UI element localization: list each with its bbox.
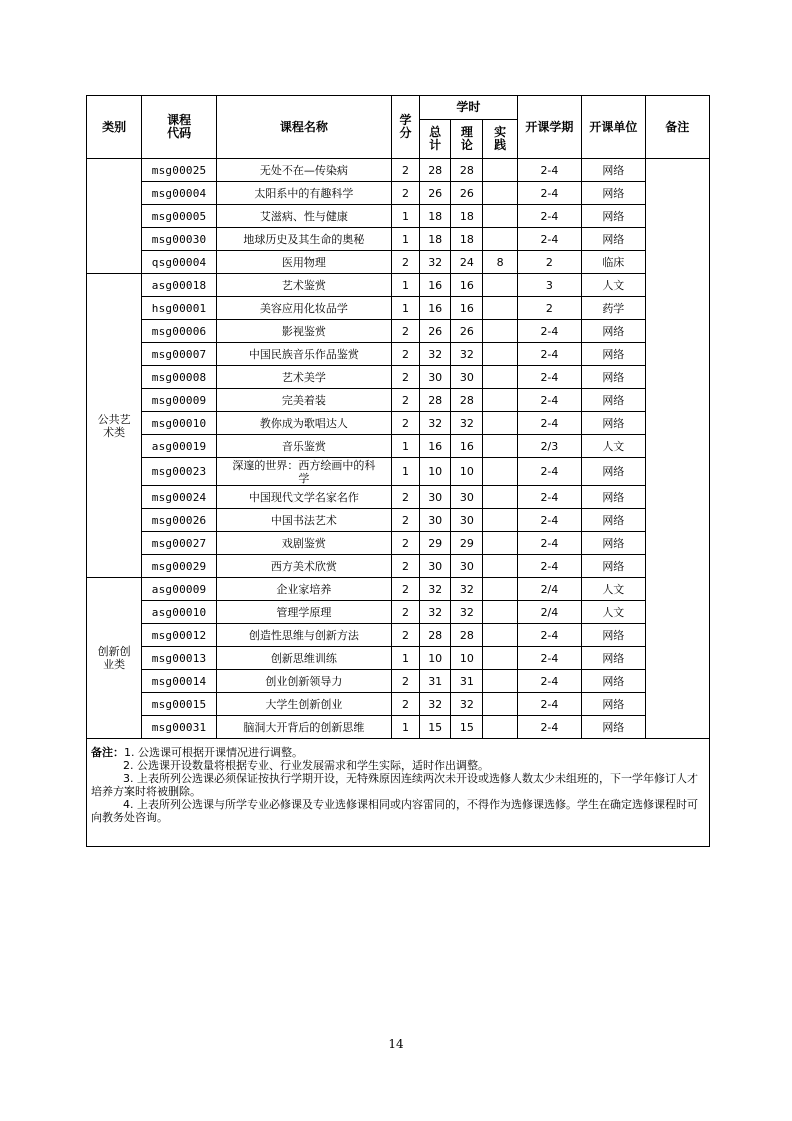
course-code: msg00010 (142, 412, 216, 435)
hours-total: 30 (420, 555, 451, 578)
table-row (87, 509, 710, 532)
notes-cell (87, 739, 710, 847)
hours-theory: 30 (451, 555, 483, 578)
course-unit: 人文 (582, 601, 645, 624)
course-name: 西方美术欣赏 (216, 555, 391, 578)
header-hours-practice: 实 践 (483, 120, 517, 159)
hours-total: 32 (420, 693, 451, 716)
course-name: 脑洞大开背后的创新思维 (216, 716, 391, 739)
hours-theory: 16 (451, 274, 483, 297)
course-unit: 网络 (582, 366, 645, 389)
hours-total: 16 (420, 435, 451, 458)
table-row (87, 716, 710, 739)
course-credit: 2 (391, 624, 419, 647)
table-row (87, 647, 710, 670)
hours-theory: 16 (451, 297, 483, 320)
category-cell: 创新创 业类 (87, 578, 142, 739)
note-item-3: 3. 上表所列公选课必须保证按执行学期开设，无特殊原因连续两次未开设或选修人数太少未组班的，下一学年修订人才培养方案时将被删除。 (91, 772, 698, 798)
course-code: msg00006 (142, 320, 216, 343)
note-item-4: 4. 上表所列公选课与所学专业必修课及专业选修课相同或内容雷同的，不得作为选修课选修。学生在确定选修课程时可向教务处咨询。 (91, 798, 698, 824)
course-name: 艺术美学 (216, 366, 391, 389)
course-semester: 2-4 (517, 624, 581, 647)
course-credit: 2 (391, 320, 419, 343)
hours-practice (483, 366, 517, 389)
course-code: msg00004 (142, 182, 216, 205)
table-row (87, 693, 710, 716)
course-unit: 网络 (582, 228, 645, 251)
course-name: 企业家培养 (216, 578, 391, 601)
table-row (87, 159, 710, 182)
hours-practice (483, 693, 517, 716)
course-credit: 2 (391, 532, 419, 555)
course-unit: 网络 (582, 389, 645, 412)
hours-practice (483, 509, 517, 532)
course-credit: 1 (391, 435, 419, 458)
hours-total: 32 (420, 601, 451, 624)
course-code: msg00009 (142, 389, 216, 412)
hours-theory: 28 (451, 159, 483, 182)
course-credit: 2 (391, 670, 419, 693)
course-unit: 网络 (582, 343, 645, 366)
course-semester: 2-4 (517, 509, 581, 532)
remarks-cell (645, 159, 709, 739)
hours-total: 15 (420, 716, 451, 739)
course-table (86, 95, 710, 847)
course-credit: 2 (391, 555, 419, 578)
header-category: 类别 (87, 96, 142, 159)
course-semester: 2-4 (517, 182, 581, 205)
hours-practice (483, 647, 517, 670)
course-code: msg00015 (142, 693, 216, 716)
table-row (87, 601, 710, 624)
hours-total: 32 (420, 412, 451, 435)
course-semester: 3 (517, 274, 581, 297)
hours-total: 10 (420, 647, 451, 670)
course-code: asg00018 (142, 274, 216, 297)
hours-total: 16 (420, 274, 451, 297)
course-credit: 1 (391, 647, 419, 670)
course-code: msg00029 (142, 555, 216, 578)
hours-theory: 30 (451, 486, 483, 509)
course-credit: 2 (391, 412, 419, 435)
course-name: 完美着装 (216, 389, 391, 412)
table-row (87, 532, 710, 555)
hours-practice (483, 458, 517, 486)
course-semester: 2-4 (517, 412, 581, 435)
hours-theory: 10 (451, 647, 483, 670)
header-remarks: 备注 (645, 96, 709, 159)
hours-total: 28 (420, 389, 451, 412)
hours-theory: 30 (451, 366, 483, 389)
course-code: msg00013 (142, 647, 216, 670)
course-credit: 2 (391, 182, 419, 205)
notes-label: 备注： (91, 746, 124, 759)
course-code: msg00005 (142, 205, 216, 228)
course-semester: 2-4 (517, 670, 581, 693)
hours-total: 30 (420, 509, 451, 532)
course-unit: 网络 (582, 320, 645, 343)
course-semester: 2-4 (517, 159, 581, 182)
course-name: 管理学原理 (216, 601, 391, 624)
course-code: msg00024 (142, 486, 216, 509)
category-cell: 公共艺 术类 (87, 274, 142, 578)
header-code: 课程 代码 (142, 96, 216, 159)
hours-theory: 26 (451, 320, 483, 343)
course-code: msg00027 (142, 532, 216, 555)
table-row (87, 389, 710, 412)
course-name: 创业创新领导力 (216, 670, 391, 693)
course-name: 美容应用化妆品学 (216, 297, 391, 320)
course-name: 艺术鉴赏 (216, 274, 391, 297)
table-row (87, 578, 710, 601)
course-name: 地球历史及其生命的奥秘 (216, 228, 391, 251)
table-row (87, 297, 710, 320)
course-semester: 2-4 (517, 693, 581, 716)
table-row (87, 274, 710, 297)
hours-theory: 30 (451, 509, 483, 532)
course-code: asg00010 (142, 601, 216, 624)
course-name: 创造性思维与创新方法 (216, 624, 391, 647)
course-name: 艾滋病、性与健康 (216, 205, 391, 228)
header-credit: 学 分 (391, 96, 419, 159)
course-unit: 网络 (582, 647, 645, 670)
hours-practice (483, 412, 517, 435)
hours-practice: 8 (483, 251, 517, 274)
course-unit: 药学 (582, 297, 645, 320)
course-unit: 网络 (582, 532, 645, 555)
hours-practice (483, 320, 517, 343)
course-unit: 网络 (582, 670, 645, 693)
course-code: msg00031 (142, 716, 216, 739)
course-semester: 2-4 (517, 320, 581, 343)
header-hours-total: 总 计 (420, 120, 451, 159)
hours-practice (483, 670, 517, 693)
hours-practice (483, 205, 517, 228)
course-semester: 2-4 (517, 486, 581, 509)
hours-total: 10 (420, 458, 451, 486)
header-hours: 学时 (420, 96, 518, 120)
hours-total: 28 (420, 159, 451, 182)
course-name: 中国民族音乐作品鉴赏 (216, 343, 391, 366)
course-credit: 1 (391, 228, 419, 251)
course-credit: 2 (391, 389, 419, 412)
course-semester: 2/3 (517, 435, 581, 458)
course-name: 太阳系中的有趣科学 (216, 182, 391, 205)
course-code: msg00026 (142, 509, 216, 532)
course-credit: 2 (391, 343, 419, 366)
course-name: 中国现代文学名家名作 (216, 486, 391, 509)
course-unit: 网络 (582, 182, 645, 205)
course-semester: 2-4 (517, 555, 581, 578)
course-semester: 2 (517, 297, 581, 320)
course-credit: 2 (391, 486, 419, 509)
course-code: msg00030 (142, 228, 216, 251)
hours-practice (483, 532, 517, 555)
table-row (87, 251, 710, 274)
hours-theory: 10 (451, 458, 483, 486)
hours-theory: 28 (451, 624, 483, 647)
course-unit: 网络 (582, 205, 645, 228)
hours-practice (483, 159, 517, 182)
course-name: 大学生创新创业 (216, 693, 391, 716)
table-row (87, 670, 710, 693)
course-semester: 2-4 (517, 458, 581, 486)
course-code: msg00023 (142, 458, 216, 486)
hours-total: 18 (420, 228, 451, 251)
course-code: qsg00004 (142, 251, 216, 274)
hours-practice (483, 624, 517, 647)
course-unit: 网络 (582, 716, 645, 739)
hours-practice (483, 601, 517, 624)
course-code: msg00007 (142, 343, 216, 366)
note-item-1: 1. 公选课可根据开课情况进行调整。 (124, 746, 303, 759)
course-unit: 网络 (582, 458, 645, 486)
course-credit: 1 (391, 716, 419, 739)
hours-practice (483, 228, 517, 251)
course-semester: 2-4 (517, 647, 581, 670)
hours-theory: 26 (451, 182, 483, 205)
hours-theory: 18 (451, 228, 483, 251)
header-hours-theory: 理 论 (451, 120, 483, 159)
course-name: 影视鉴赏 (216, 320, 391, 343)
hours-practice (483, 389, 517, 412)
hours-practice (483, 578, 517, 601)
course-name: 音乐鉴赏 (216, 435, 391, 458)
course-semester: 2-4 (517, 205, 581, 228)
course-semester: 2-4 (517, 389, 581, 412)
course-code: asg00019 (142, 435, 216, 458)
course-semester: 2 (517, 251, 581, 274)
hours-theory: 32 (451, 693, 483, 716)
hours-total: 18 (420, 205, 451, 228)
hours-theory: 32 (451, 601, 483, 624)
table-row (87, 458, 710, 486)
course-code: hsg00001 (142, 297, 216, 320)
header-unit: 开课单位 (582, 96, 645, 159)
course-code: asg00009 (142, 578, 216, 601)
hours-theory: 31 (451, 670, 483, 693)
header-semester: 开课学期 (517, 96, 581, 159)
course-unit: 网络 (582, 555, 645, 578)
header-name: 课程名称 (216, 96, 391, 159)
table-row (87, 555, 710, 578)
course-credit: 1 (391, 458, 419, 486)
hours-total: 26 (420, 320, 451, 343)
table-row (87, 366, 710, 389)
course-unit: 人文 (582, 274, 645, 297)
course-semester: 2-4 (517, 228, 581, 251)
hours-total: 31 (420, 670, 451, 693)
course-unit: 网络 (582, 159, 645, 182)
hours-theory: 32 (451, 412, 483, 435)
course-name: 创新思维训练 (216, 647, 391, 670)
course-name: 戏剧鉴赏 (216, 532, 391, 555)
hours-theory: 32 (451, 343, 483, 366)
hours-total: 30 (420, 486, 451, 509)
hours-total: 16 (420, 297, 451, 320)
course-credit: 2 (391, 366, 419, 389)
hours-theory: 24 (451, 251, 483, 274)
course-credit: 2 (391, 693, 419, 716)
course-unit: 网络 (582, 693, 645, 716)
hours-practice (483, 486, 517, 509)
hours-theory: 16 (451, 435, 483, 458)
course-semester: 2-4 (517, 366, 581, 389)
course-credit: 2 (391, 509, 419, 532)
course-semester: 2-4 (517, 716, 581, 739)
course-unit: 人文 (582, 578, 645, 601)
page-number: 14 (388, 1037, 404, 1051)
hours-total: 26 (420, 182, 451, 205)
course-semester: 2-4 (517, 532, 581, 555)
course-code: msg00012 (142, 624, 216, 647)
course-credit: 1 (391, 205, 419, 228)
course-semester: 2/4 (517, 578, 581, 601)
course-name: 中国书法艺术 (216, 509, 391, 532)
hours-theory: 32 (451, 578, 483, 601)
course-unit: 人文 (582, 435, 645, 458)
hours-practice (483, 343, 517, 366)
course-unit: 网络 (582, 624, 645, 647)
hours-practice (483, 555, 517, 578)
hours-total: 32 (420, 343, 451, 366)
course-credit: 1 (391, 274, 419, 297)
course-credit: 2 (391, 578, 419, 601)
course-code: msg00014 (142, 670, 216, 693)
hours-total: 28 (420, 624, 451, 647)
course-name: 教你成为歌唱达人 (216, 412, 391, 435)
table-row (87, 412, 710, 435)
hours-total: 29 (420, 532, 451, 555)
table-row (87, 182, 710, 205)
table-row (87, 624, 710, 647)
course-name: 无处不在—传染病 (216, 159, 391, 182)
hours-practice (483, 297, 517, 320)
course-unit: 网络 (582, 509, 645, 532)
course-unit: 网络 (582, 486, 645, 509)
course-semester: 2/4 (517, 601, 581, 624)
course-unit: 临床 (582, 251, 645, 274)
hours-total: 32 (420, 578, 451, 601)
hours-theory: 29 (451, 532, 483, 555)
course-semester: 2-4 (517, 343, 581, 366)
note-item-2: 2. 公选课开设数量将根据专业、行业发展需求和学生实际，适时作出调整。 (123, 759, 489, 772)
hours-practice (483, 435, 517, 458)
course-name: 医用物理 (216, 251, 391, 274)
table-body (87, 159, 710, 739)
hours-total: 32 (420, 251, 451, 274)
course-credit: 2 (391, 601, 419, 624)
hours-practice (483, 274, 517, 297)
course-code: msg00025 (142, 159, 216, 182)
course-unit: 网络 (582, 412, 645, 435)
hours-practice (483, 716, 517, 739)
category-cell (87, 159, 142, 274)
table-row (87, 205, 710, 228)
table-row (87, 435, 710, 458)
course-code: msg00008 (142, 366, 216, 389)
table-row (87, 343, 710, 366)
hours-theory: 28 (451, 389, 483, 412)
hours-theory: 18 (451, 205, 483, 228)
course-credit: 2 (391, 251, 419, 274)
table-row (87, 228, 710, 251)
course-name: 深邃的世界：西方绘画中的科 学 (216, 458, 391, 486)
hours-total: 30 (420, 366, 451, 389)
course-credit: 1 (391, 297, 419, 320)
hours-theory: 15 (451, 716, 483, 739)
table-row (87, 486, 710, 509)
table-row (87, 320, 710, 343)
hours-practice (483, 182, 517, 205)
course-credit: 2 (391, 159, 419, 182)
